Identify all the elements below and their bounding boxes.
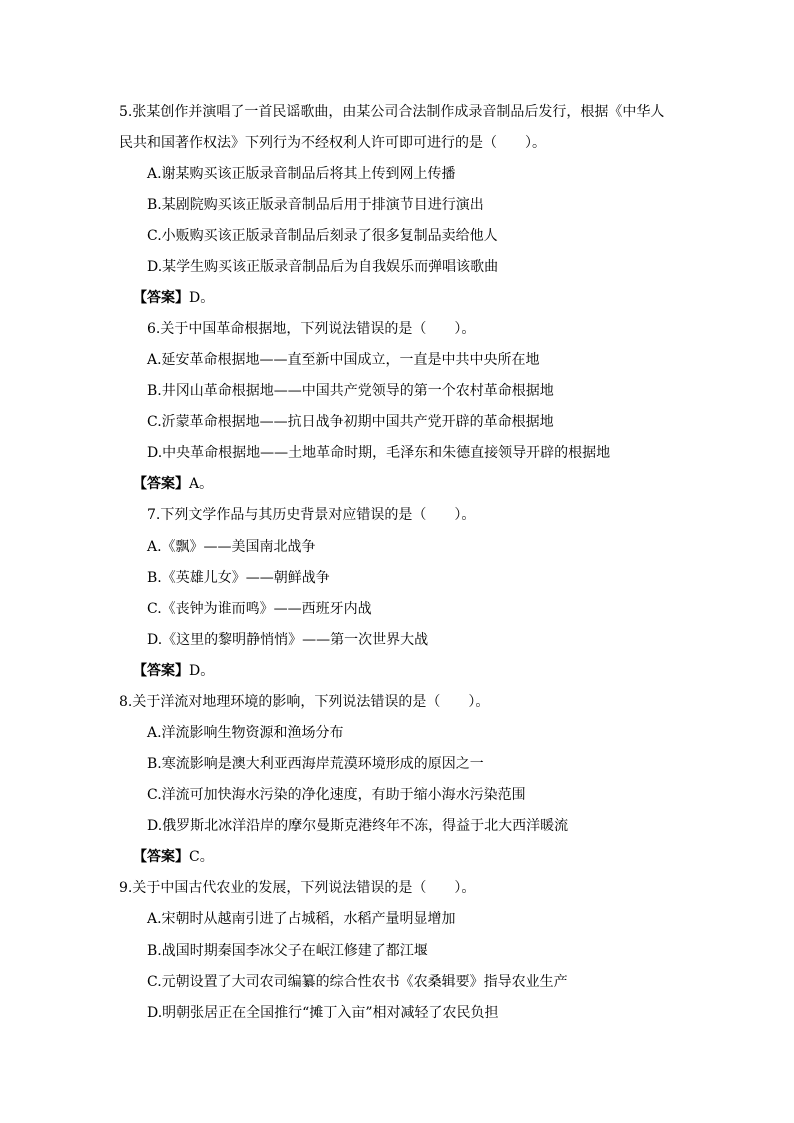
answer-label: 【答案】	[133, 290, 189, 306]
answer-value: A。	[189, 476, 214, 492]
question-6-option-d: D.中央革命根据地——土地革命时期，毛泽东和朱德直接领导开辟的根据地	[147, 445, 611, 461]
question-7-option-b: B.《英雄儿女》——朝鲜战争	[147, 570, 330, 586]
question-7-option-d: D.《这里的黎明静悄悄》——第一次世界大战	[147, 632, 429, 648]
answer-label: 【答案】	[133, 476, 189, 492]
question-6-option-c: C.沂蒙革命根据地——抗日战争初期中国共产党开辟的革命根据地	[147, 414, 554, 430]
question-7-option-c: C.《丧钟为谁而鸣》——西班牙内战	[147, 601, 372, 617]
question-7-option-a: A.《飘》——美国南北战争	[147, 539, 316, 555]
question-5-option-d: D.某学生购买该正版录音制品后为自我娱乐而弹唱该歌曲	[147, 259, 499, 275]
question-9-stem: 9.关于中国古代农业的发展，下列说法错误的是（ ）。	[119, 880, 476, 896]
question-8-option-c: C.洋流可加快海水污染的净化速度，有助于缩小海水污染范围	[147, 787, 526, 803]
question-9-option-c: C.元朝设置了大司农司编纂的综合性农书《农桑辑要》指导农业生产	[147, 974, 568, 990]
answer-value: D。	[189, 290, 215, 306]
question-6-answer	[133, 474, 213, 494]
question-5-option-c: C.小贩购买该正版录音制品后刻录了很多复制品卖给他人	[147, 228, 498, 244]
question-8-stem: 8.关于洋流对地理环境的影响，下列说法错误的是（ ）。	[119, 694, 490, 710]
question-9-option-b: B.战国时期秦国李冰父子在岷江修建了都江堰	[147, 943, 428, 959]
question-5-option-b: B.某剧院购买该正版录音制品后用于排演节目进行演出	[147, 197, 484, 213]
question-5-option-a: A.谢某购买该正版录音制品后将其上传到网上传播	[147, 166, 456, 182]
question-5-answer	[133, 288, 214, 308]
question-7-answer	[133, 661, 214, 681]
question-5-stem-line-2: 民共和国著作权法》下列行为不经权利人许可即可进行的是（ ）。	[119, 135, 546, 151]
answer-value: C。	[189, 849, 214, 865]
question-8-option-d: D.俄罗斯北冰洋沿岸的摩尔曼斯克港终年不冻，得益于北大西洋暖流	[147, 818, 569, 834]
question-9-option-d: D.明朝张居正在全国推行“摊丁入亩”相对减轻了农民负担	[147, 1005, 499, 1021]
question-8-option-b: B.寒流影响是澳大利亚西海岸荒漠环境形成的原因之一	[147, 756, 484, 772]
question-9-option-a: A.宋朝时从越南引进了占城稻，水稻产量明显增加	[147, 911, 456, 927]
question-5-stem-line-1: 5.张某创作并演唱了一首民谣歌曲，由某公司合法制作成录音制品后发行，根据《中华人	[119, 104, 665, 120]
answer-label: 【答案】	[133, 849, 189, 865]
question-8-option-a: A.洋流影响生物资源和渔场分布	[147, 725, 344, 741]
question-6-option-a: A.延安革命根据地——直至新中国成立，一直是中共中央所在地	[147, 352, 540, 368]
answer-label: 【答案】	[133, 663, 189, 679]
question-6-stem: 6.关于中国革命根据地，下列说法错误的是（ ）。	[147, 321, 476, 337]
question-7-stem: 7.下列文学作品与其历史背景对应错误的是（ ）。	[147, 507, 476, 523]
question-6-option-b: B.井冈山革命根据地——中国共产党领导的第一个农村革命根据地	[147, 383, 554, 399]
question-8-answer	[133, 847, 214, 867]
answer-value: D。	[189, 663, 215, 679]
